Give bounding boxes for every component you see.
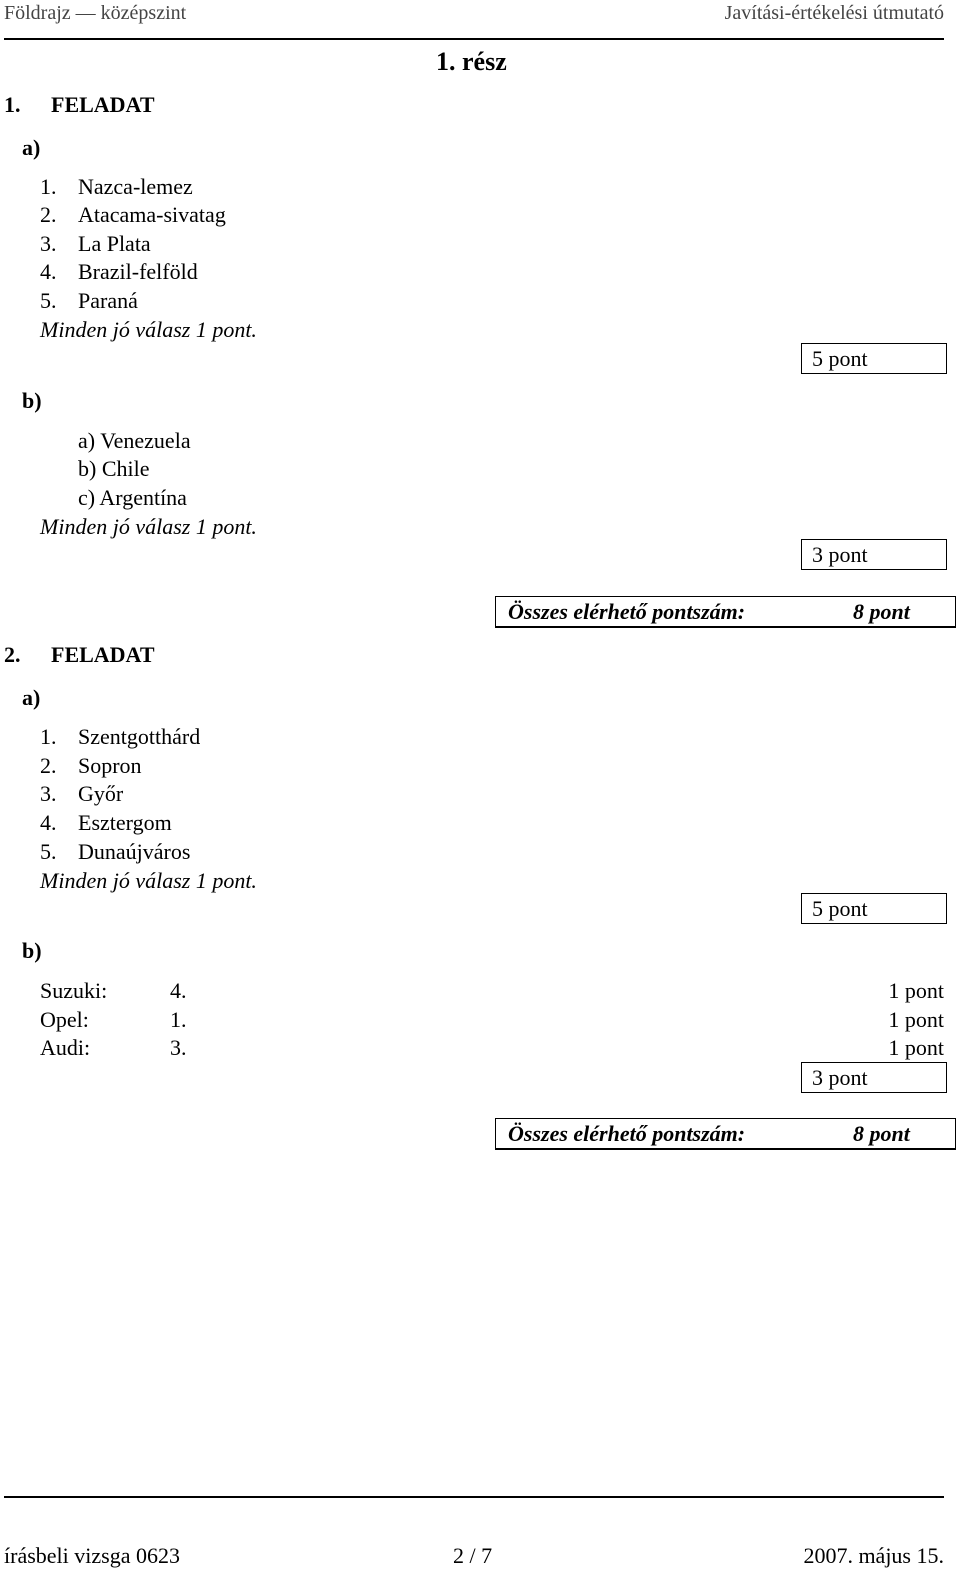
footer-rule bbox=[4, 1496, 944, 1498]
total-value: 8 pont bbox=[853, 599, 910, 624]
list-item: 5. Dunaújváros bbox=[40, 839, 191, 864]
footer-exam: írásbeli vizsga 0623 bbox=[4, 1543, 180, 1568]
total-label: Összes elérhető pontszám: bbox=[508, 1121, 746, 1146]
list-item: 5. Paraná bbox=[40, 288, 138, 313]
total-value: 8 pont bbox=[853, 1121, 910, 1146]
brand-name: Audi: bbox=[40, 1035, 91, 1060]
task2-b-label: b) bbox=[22, 938, 42, 963]
brand-value: 3. bbox=[170, 1035, 187, 1060]
footer-date: 2007. május 15. bbox=[803, 1543, 944, 1568]
list-item: 4. Brazil-felföld bbox=[40, 259, 198, 284]
section-title: 1. rész bbox=[436, 47, 507, 76]
task1-b-label: b) bbox=[22, 388, 42, 413]
task2-title: FELADAT bbox=[51, 642, 155, 667]
task1-a-label: a) bbox=[22, 135, 41, 160]
brand-value: 4. bbox=[170, 978, 187, 1003]
header-subject: Földrajz — középszint bbox=[4, 2, 187, 24]
brand-name: Suzuki: bbox=[40, 978, 108, 1003]
page-number: 2 / 7 bbox=[453, 1543, 493, 1568]
list-item: 1. Nazca-lemez bbox=[40, 174, 193, 199]
header-doc-type: Javítási-értékelési útmutató bbox=[724, 2, 944, 24]
brand-name: Opel: bbox=[40, 1007, 89, 1032]
brand-points: 1 pont bbox=[888, 1035, 944, 1060]
list-item: 3. Győr bbox=[40, 781, 124, 806]
list-item: 3. La Plata bbox=[40, 231, 151, 256]
task1-b-note: Minden jó válasz 1 pont. bbox=[40, 514, 257, 539]
header-rule bbox=[4, 38, 944, 40]
list-item: 4. Esztergom bbox=[40, 810, 172, 835]
list-item: b) Chile bbox=[78, 456, 150, 481]
task2-a-note: Minden jó válasz 1 pont. bbox=[40, 868, 257, 893]
list-item: a) Venezuela bbox=[78, 428, 191, 453]
task1-title-num: 1. bbox=[4, 92, 21, 117]
brand-points: 1 pont bbox=[888, 978, 944, 1003]
task1-a-note: Minden jó válasz 1 pont. bbox=[40, 317, 257, 342]
task1-title: FELADAT bbox=[51, 92, 155, 117]
task2-a-score-box: 5 pont bbox=[801, 893, 947, 924]
task2-a-label: a) bbox=[22, 685, 41, 710]
task1-a-score-box: 5 pont bbox=[801, 343, 947, 374]
brand-value: 1. bbox=[170, 1007, 187, 1032]
task2-title-num: 2. bbox=[4, 642, 21, 667]
task1-b-score-box: 3 pont bbox=[801, 539, 947, 570]
list-item: 2. Atacama-sivatag bbox=[40, 202, 226, 227]
list-item: 2. Sopron bbox=[40, 753, 142, 778]
task2-total-box bbox=[495, 1118, 956, 1150]
list-item: 1. Szentgotthárd bbox=[40, 724, 201, 749]
task1-total-box bbox=[495, 596, 956, 628]
brand-points: 1 pont bbox=[888, 1007, 944, 1032]
list-item: c) Argentína bbox=[78, 485, 187, 510]
task2-b-score-box: 3 pont bbox=[801, 1062, 947, 1093]
total-label: Összes elérhető pontszám: bbox=[508, 599, 746, 624]
